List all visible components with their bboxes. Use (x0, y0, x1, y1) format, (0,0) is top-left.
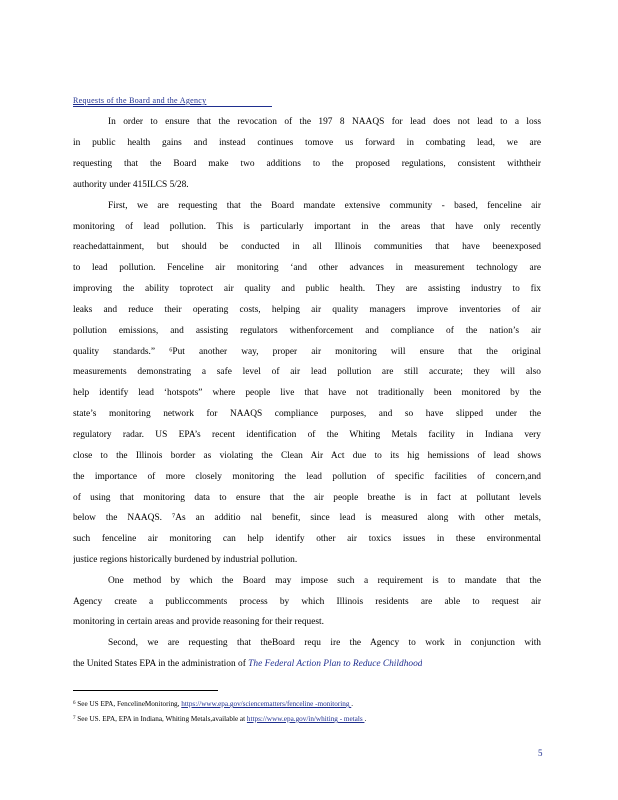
footnote-number: 6 (73, 701, 76, 706)
page-number: 5 (538, 748, 543, 758)
paragraph-line: authority under 415ILCS 5/28. (73, 180, 189, 190)
italic-title: The Federal Action Plan to Reduce Childhood (248, 659, 423, 669)
heading-underline (73, 106, 272, 107)
footnote-end: . (351, 700, 354, 708)
footnote-number: 7 (73, 716, 76, 721)
paragraph-line: close to the Illinois border as violating the Clean Air Act due to its hig hemissions of lead shows (73, 451, 541, 461)
paragraph-line: One method by which the Board may impose such a requirement is to mandate that the (108, 576, 541, 586)
paragraph-line: First, we are requesting that the Board mandate extensive community - based, fenceline air (108, 201, 541, 211)
paragraph-line: improving the ability toprotect air quality and public health. They are assisting industry to fix (73, 284, 541, 294)
paragraph-line: measurements demonstrating a safe level of air lead pollution are still accurate; they will also (73, 367, 541, 377)
footnote-end: . (364, 715, 367, 723)
paragraph-line: of using that monitoring data to ensure that the air people breathe is in fact at pollutant levels (73, 493, 541, 503)
paragraph-line: monitoring in certain areas and provide reasoning for their request. (73, 617, 324, 627)
footnote-separator (73, 690, 218, 691)
section-heading: Requests of the Board and the Agency (73, 96, 207, 105)
paragraph-line: the importance of more closely monitoring the lead pollution of specific facilities of concern,and (73, 472, 541, 482)
footnote-text: See US EPA, FencelineMonitoring, (77, 700, 182, 708)
paragraph-line: reachedattainment, but should be conducted in all Illinois communities that have beenexposed (73, 242, 541, 252)
paragraph-line: justice regions historically burdened by industrial pollution. (73, 555, 298, 565)
paragraph-line: quality standards.” ⁶Put another way, proper air monitoring will ensure that the original (73, 347, 541, 357)
paragraph-line: leaks and reduce their operating costs, helping air quality managers improve inventories of air (73, 305, 541, 315)
paragraph-line: Second, we are requesting that theBoard requ ire the Agency to work in conjunction with (108, 638, 541, 648)
paragraph-line: monitoring of lead pollution. This is particularly important in the areas that have only recently (73, 222, 541, 232)
paragraph-line: help identify lead ‘hotspots” where people live that have not traditionally been monitored by the (73, 388, 541, 398)
footnote-6 (73, 699, 353, 709)
paragraph-line: pollution emissions, and assisting regulators withenforcement and compliance of the nation’s air (73, 326, 541, 336)
paragraph-line: In order to ensure that the revocation of the 197 8 NAAQS for lead does not lead to a loss (108, 117, 541, 127)
paragraph-line: below the NAAQS. ⁷As an additio nal benefit, since lead is measured along with other metals, (73, 513, 541, 523)
paragraph-line: regulatory radar. US EPA’s recent identification of the Whiting Metals facility in Indiana very (73, 430, 541, 440)
footnote-7 (73, 714, 366, 724)
paragraph-line: Agency create a publiccomments process by which Illinois residents are able to request air (73, 597, 541, 607)
footnote-link[interactable]: https://www.epa.gov/in/whiting - metals (246, 715, 365, 723)
paragraph-line: such fenceline air monitoring can help identify other air toxics issues in these environmental (73, 534, 541, 544)
footnote-link[interactable]: https://www.epa.gov/sciencematters/fenceline -monitoring (181, 700, 352, 708)
footnote-text: See US. EPA, EPA in Indiana, Whiting Metals,available at (77, 715, 247, 723)
paragraph-line: to lead pollution. Fenceline air monitoring ‘and other advances in measurement technology are (73, 263, 541, 273)
paragraph-line (73, 658, 422, 670)
paragraph-line: requesting that the Board make two additions to the proposed regulations, consistent withtheir (73, 159, 541, 169)
paragraph-line: state’s monitoring network for NAAQS compliance purposes, and so have slipped under the (73, 409, 541, 419)
paragraph-text: the United States EPA in the administration of (73, 659, 249, 669)
paragraph-line: in public health gains and instead continues tomove us forward in combating lead, we are (73, 138, 541, 148)
